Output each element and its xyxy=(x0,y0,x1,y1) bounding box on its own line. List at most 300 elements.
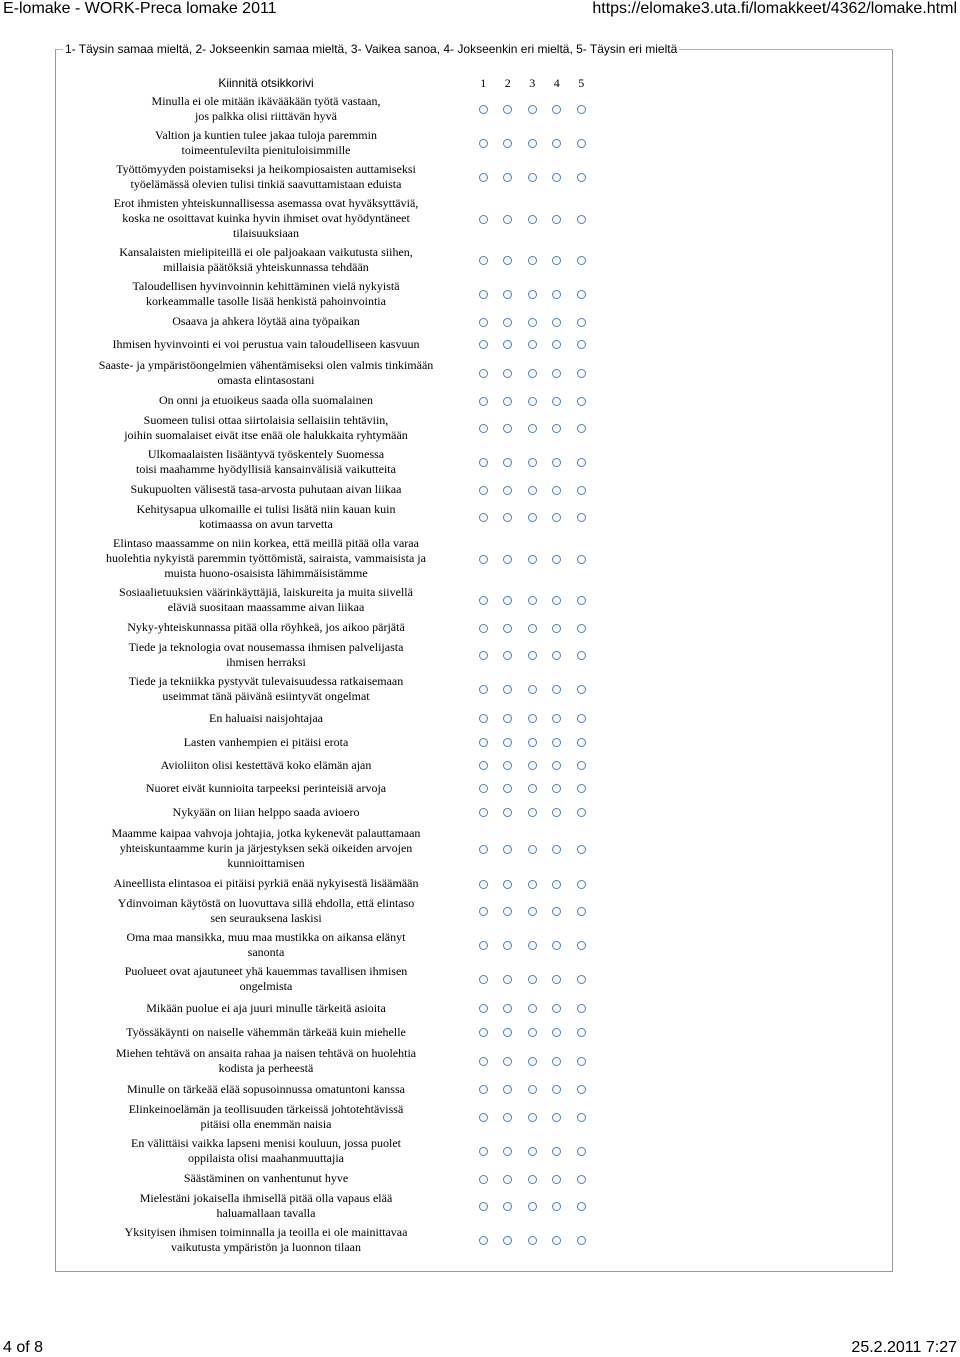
radio-option-4[interactable] xyxy=(552,486,561,495)
statement-text: Yksityisen ihmisen toiminnalla ja teoilla ei ole mainittavaa vaikutusta ympäristön ja luonnon tilaan xyxy=(124,1225,408,1254)
radio-option-5[interactable] xyxy=(577,105,586,114)
radio-option-4[interactable] xyxy=(552,685,561,694)
radio-option-2[interactable] xyxy=(503,651,512,660)
radio-option-1[interactable] xyxy=(479,596,488,605)
radio-option-3[interactable] xyxy=(528,369,537,378)
radio-option-2[interactable] xyxy=(503,808,512,817)
radio-option-1[interactable] xyxy=(479,1057,488,1066)
statement-row xyxy=(61,277,594,311)
radio-option-1[interactable] xyxy=(479,424,488,433)
radio-option-2[interactable] xyxy=(503,1085,512,1094)
radio-option-4[interactable] xyxy=(552,513,561,522)
radio-cell xyxy=(496,356,521,390)
radio-option-2[interactable] xyxy=(503,1202,512,1211)
page-url[interactable]: https://elomake3.uta.fi/lomakkeet/4362/lomake.html xyxy=(592,0,957,17)
radio-option-2[interactable] xyxy=(503,1004,512,1013)
likert-fieldset xyxy=(55,42,893,1272)
radio-cell xyxy=(471,1020,496,1044)
radio-option-3[interactable] xyxy=(528,318,537,327)
radio-option-1[interactable] xyxy=(479,1175,488,1184)
radio-option-2[interactable] xyxy=(503,596,512,605)
radio-option-4[interactable] xyxy=(552,290,561,299)
radio-option-4[interactable] xyxy=(552,1004,561,1013)
radio-cell xyxy=(471,996,496,1020)
radio-option-1[interactable] xyxy=(479,1113,488,1122)
radio-option-3[interactable] xyxy=(528,975,537,984)
radio-option-3[interactable] xyxy=(528,907,537,916)
radio-option-5[interactable] xyxy=(577,340,586,349)
radio-option-3[interactable] xyxy=(528,941,537,950)
radio-option-3[interactable] xyxy=(528,1236,537,1245)
radio-option-2[interactable] xyxy=(503,941,512,950)
radio-option-5[interactable] xyxy=(577,318,586,327)
radio-cell xyxy=(471,277,496,311)
radio-option-1[interactable] xyxy=(479,318,488,327)
radio-option-2[interactable] xyxy=(503,907,512,916)
radio-option-2[interactable] xyxy=(503,139,512,148)
radio-option-4[interactable] xyxy=(552,555,561,564)
radio-option-4[interactable] xyxy=(552,975,561,984)
radio-cell xyxy=(520,873,545,894)
radio-cell xyxy=(520,277,545,311)
radio-option-1[interactable] xyxy=(479,105,488,114)
radio-cell xyxy=(496,873,521,894)
radio-option-4[interactable] xyxy=(552,624,561,633)
radio-option-2[interactable] xyxy=(503,1175,512,1184)
statement-text: Miehen tehtävä on ansaita rahaa ja naisen tehtävä on huolehtia kodista ja perheestä xyxy=(115,1046,417,1075)
radio-option-4[interactable] xyxy=(552,808,561,817)
radio-cell xyxy=(569,1223,594,1257)
radio-option-1[interactable] xyxy=(479,738,488,747)
statement-text: Ydinvoiman käytöstä on luovuttava sillä ehdolla, että elintaso sen seurauksena laskisi xyxy=(117,896,415,925)
statement-row xyxy=(61,1134,594,1168)
radio-option-1[interactable] xyxy=(479,685,488,694)
radio-option-5[interactable] xyxy=(577,651,586,660)
radio-cell xyxy=(496,1134,521,1168)
radio-option-3[interactable] xyxy=(528,458,537,467)
radio-option-5[interactable] xyxy=(577,880,586,889)
statement-text: Tiede ja tekniikka pystyvät tulevaisuudessa ratkaisemaan useimmat tänä päivänä esiintyvät ongelmat xyxy=(128,674,404,703)
radio-cell xyxy=(520,92,545,126)
radio-cell xyxy=(496,706,521,730)
radio-option-2[interactable] xyxy=(503,105,512,114)
radio-cell xyxy=(471,243,496,277)
radio-option-3[interactable] xyxy=(528,397,537,406)
radio-option-1[interactable] xyxy=(479,624,488,633)
radio-option-1[interactable] xyxy=(479,1202,488,1211)
radio-option-3[interactable] xyxy=(528,1057,537,1066)
statement-text: Mielestäni jokaisella ihmisellä pitää olla vapaus elää haluamallaan tavalla xyxy=(139,1191,393,1220)
radio-option-2[interactable] xyxy=(503,761,512,770)
radio-option-5[interactable] xyxy=(577,714,586,723)
radio-option-2[interactable] xyxy=(503,1057,512,1066)
radio-option-4[interactable] xyxy=(552,596,561,605)
statement-text: Nyky-yhteiskunnassa pitää olla röyhkeä, jos aikoo pärjätä xyxy=(127,620,405,634)
radio-option-2[interactable] xyxy=(503,1113,512,1122)
radio-option-4[interactable] xyxy=(552,1113,561,1122)
radio-option-2[interactable] xyxy=(503,458,512,467)
radio-option-1[interactable] xyxy=(479,880,488,889)
radio-cell xyxy=(545,500,570,534)
radio-cell xyxy=(520,617,545,638)
radio-option-5[interactable] xyxy=(577,685,586,694)
radio-option-3[interactable] xyxy=(528,845,537,854)
radio-option-1[interactable] xyxy=(479,513,488,522)
radio-cell xyxy=(471,1078,496,1100)
radio-cell xyxy=(471,672,496,706)
radio-option-1[interactable] xyxy=(479,761,488,770)
page-counter: 4 of 8 xyxy=(3,1339,44,1356)
radio-option-3[interactable] xyxy=(528,105,537,114)
radio-option-4[interactable] xyxy=(552,651,561,660)
radio-option-3[interactable] xyxy=(528,784,537,793)
radio-option-2[interactable] xyxy=(503,369,512,378)
radio-option-5[interactable] xyxy=(577,1147,586,1156)
radio-cell xyxy=(520,800,545,824)
radio-cell xyxy=(496,583,521,617)
radio-cell xyxy=(471,962,496,996)
radio-option-4[interactable] xyxy=(552,340,561,349)
radio-option-5[interactable] xyxy=(577,738,586,747)
radio-option-2[interactable] xyxy=(503,555,512,564)
radio-option-1[interactable] xyxy=(479,941,488,950)
radio-option-5[interactable] xyxy=(577,139,586,148)
radio-option-2[interactable] xyxy=(503,880,512,889)
radio-option-4[interactable] xyxy=(552,215,561,224)
radio-cell xyxy=(496,928,521,962)
statement-text: Tiede ja teknologia ovat nousemassa ihmisen palvelijasta ihmisen herraksi xyxy=(128,640,404,669)
radio-option-1[interactable] xyxy=(479,139,488,148)
radio-option-5[interactable] xyxy=(577,290,586,299)
radio-cell xyxy=(471,1168,496,1189)
radio-cell xyxy=(569,445,594,479)
radio-option-2[interactable] xyxy=(503,290,512,299)
radio-option-3[interactable] xyxy=(528,173,537,182)
radio-option-1[interactable] xyxy=(479,975,488,984)
radio-option-2[interactable] xyxy=(503,318,512,327)
radio-option-3[interactable] xyxy=(528,624,537,633)
radio-option-4[interactable] xyxy=(552,738,561,747)
radio-cell xyxy=(471,356,496,390)
radio-option-4[interactable] xyxy=(552,845,561,854)
radio-option-5[interactable] xyxy=(577,458,586,467)
radio-cell xyxy=(520,356,545,390)
radio-cell xyxy=(520,332,545,356)
radio-option-4[interactable] xyxy=(552,139,561,148)
statement-row xyxy=(61,1223,594,1257)
radio-option-3[interactable] xyxy=(528,513,537,522)
radio-option-5[interactable] xyxy=(577,486,586,495)
radio-cell xyxy=(471,92,496,126)
radio-option-5[interactable] xyxy=(577,1202,586,1211)
radio-option-1[interactable] xyxy=(479,1028,488,1037)
radio-cell xyxy=(569,500,594,534)
statement-row xyxy=(61,332,594,356)
radio-option-1[interactable] xyxy=(479,458,488,467)
scale-label-5: 5 xyxy=(578,76,585,90)
radio-option-3[interactable] xyxy=(528,651,537,660)
pin-header-row-label[interactable]: Kiinnitä otsikkorivi xyxy=(218,76,314,90)
radio-option-5[interactable] xyxy=(577,397,586,406)
statement-text: Säästäminen on vanhentunut hyve xyxy=(183,1171,349,1185)
radio-option-2[interactable] xyxy=(503,1028,512,1037)
radio-cell xyxy=(569,1168,594,1189)
radio-cell xyxy=(471,1044,496,1078)
radio-cell xyxy=(545,1100,570,1134)
radio-cell xyxy=(545,411,570,445)
radio-cell xyxy=(471,126,496,160)
radio-option-3[interactable] xyxy=(528,685,537,694)
header-row xyxy=(61,75,594,92)
radio-option-2[interactable] xyxy=(503,784,512,793)
radio-cell xyxy=(471,706,496,730)
radio-cell xyxy=(569,894,594,928)
radio-option-5[interactable] xyxy=(577,256,586,265)
statement-text: En haluaisi naisjohtajaa xyxy=(209,710,323,725)
statement-row xyxy=(61,617,594,638)
radio-cell xyxy=(569,126,594,160)
radio-option-3[interactable] xyxy=(528,1004,537,1013)
radio-option-3[interactable] xyxy=(528,808,537,817)
radio-cell xyxy=(545,277,570,311)
radio-option-4[interactable] xyxy=(552,714,561,723)
radio-option-1[interactable] xyxy=(479,555,488,564)
radio-option-2[interactable] xyxy=(503,714,512,723)
radio-option-4[interactable] xyxy=(552,761,561,770)
radio-option-5[interactable] xyxy=(577,624,586,633)
radio-option-5[interactable] xyxy=(577,784,586,793)
radio-option-4[interactable] xyxy=(552,1147,561,1156)
radio-option-1[interactable] xyxy=(479,845,488,854)
radio-option-4[interactable] xyxy=(552,318,561,327)
radio-option-3[interactable] xyxy=(528,714,537,723)
scale-label-2: 2 xyxy=(504,76,511,90)
radio-cell xyxy=(471,500,496,534)
radio-option-2[interactable] xyxy=(503,975,512,984)
radio-option-3[interactable] xyxy=(528,256,537,265)
radio-option-2[interactable] xyxy=(503,845,512,854)
radio-option-1[interactable] xyxy=(479,714,488,723)
radio-option-3[interactable] xyxy=(528,1202,537,1211)
radio-cell xyxy=(569,638,594,672)
radio-cell xyxy=(471,730,496,754)
radio-option-3[interactable] xyxy=(528,761,537,770)
radio-option-3[interactable] xyxy=(528,738,537,747)
radio-option-2[interactable] xyxy=(503,215,512,224)
radio-option-5[interactable] xyxy=(577,369,586,378)
radio-cell xyxy=(520,534,545,583)
statement-text: Oma maa mansikka, muu maa mustikka on aikansa elänyt sanonta xyxy=(126,930,406,959)
radio-option-1[interactable] xyxy=(479,1147,488,1156)
radio-option-5[interactable] xyxy=(577,555,586,564)
radio-option-4[interactable] xyxy=(552,458,561,467)
radio-option-4[interactable] xyxy=(552,1028,561,1037)
statement-row xyxy=(61,311,594,332)
statement-row xyxy=(61,996,594,1020)
radio-cell xyxy=(545,1134,570,1168)
radio-cell xyxy=(545,1078,570,1100)
radio-cell xyxy=(545,332,570,356)
radio-option-4[interactable] xyxy=(552,880,561,889)
radio-cell xyxy=(520,583,545,617)
radio-option-5[interactable] xyxy=(577,513,586,522)
radio-option-5[interactable] xyxy=(577,975,586,984)
radio-option-3[interactable] xyxy=(528,486,537,495)
radio-cell xyxy=(520,962,545,996)
radio-option-4[interactable] xyxy=(552,1057,561,1066)
radio-option-4[interactable] xyxy=(552,784,561,793)
radio-cell xyxy=(569,311,594,332)
radio-option-4[interactable] xyxy=(552,256,561,265)
radio-cell xyxy=(569,800,594,824)
radio-option-1[interactable] xyxy=(479,1236,488,1245)
radio-option-4[interactable] xyxy=(552,424,561,433)
radio-option-4[interactable] xyxy=(552,173,561,182)
radio-option-1[interactable] xyxy=(479,397,488,406)
radio-option-3[interactable] xyxy=(528,290,537,299)
radio-cell xyxy=(545,1168,570,1189)
radio-option-4[interactable] xyxy=(552,907,561,916)
radio-option-4[interactable] xyxy=(552,941,561,950)
radio-option-1[interactable] xyxy=(479,808,488,817)
radio-option-5[interactable] xyxy=(577,215,586,224)
statement-row xyxy=(61,194,594,243)
print-header xyxy=(0,0,960,20)
radio-option-1[interactable] xyxy=(479,173,488,182)
radio-option-3[interactable] xyxy=(528,139,537,148)
radio-option-3[interactable] xyxy=(528,1147,537,1156)
statement-text: Sukupuolten välisestä tasa-arvosta puhutaan aivan liikaa xyxy=(130,482,402,496)
radio-option-4[interactable] xyxy=(552,369,561,378)
radio-cell xyxy=(520,1100,545,1134)
radio-option-5[interactable] xyxy=(577,845,586,854)
radio-option-5[interactable] xyxy=(577,1113,586,1122)
radio-option-2[interactable] xyxy=(503,685,512,694)
radio-option-1[interactable] xyxy=(479,256,488,265)
radio-cell xyxy=(520,1168,545,1189)
radio-option-1[interactable] xyxy=(479,651,488,660)
radio-option-5[interactable] xyxy=(577,941,586,950)
radio-option-3[interactable] xyxy=(528,424,537,433)
radio-cell xyxy=(496,479,521,500)
radio-cell xyxy=(569,583,594,617)
radio-option-1[interactable] xyxy=(479,907,488,916)
radio-option-5[interactable] xyxy=(577,1085,586,1094)
radio-option-1[interactable] xyxy=(479,1004,488,1013)
radio-option-2[interactable] xyxy=(503,256,512,265)
radio-option-2[interactable] xyxy=(503,738,512,747)
radio-cell xyxy=(569,996,594,1020)
radio-cell xyxy=(471,332,496,356)
radio-option-4[interactable] xyxy=(552,1085,561,1094)
radio-option-3[interactable] xyxy=(528,1028,537,1037)
radio-option-2[interactable] xyxy=(503,424,512,433)
radio-cell xyxy=(496,824,521,873)
statement-text: Elintaso maassamme on niin korkea, että meillä pitää olla varaa huolehtia nykyistä paremmin työttömistä, sairaista, vammaisista ja muista huono-osaisista lähimmäisistämme xyxy=(106,536,426,580)
radio-option-3[interactable] xyxy=(528,596,537,605)
radio-option-1[interactable] xyxy=(479,340,488,349)
scale-label-4: 4 xyxy=(553,76,560,90)
radio-cell xyxy=(520,824,545,873)
radio-cell xyxy=(496,126,521,160)
radio-option-4[interactable] xyxy=(552,1236,561,1245)
radio-cell xyxy=(545,311,570,332)
radio-option-1[interactable] xyxy=(479,369,488,378)
radio-option-2[interactable] xyxy=(503,173,512,182)
radio-option-5[interactable] xyxy=(577,1236,586,1245)
radio-option-2[interactable] xyxy=(503,397,512,406)
statement-row xyxy=(61,928,594,962)
radio-option-1[interactable] xyxy=(479,784,488,793)
radio-option-4[interactable] xyxy=(552,1175,561,1184)
radio-cell xyxy=(496,390,521,411)
radio-cell xyxy=(545,776,570,800)
radio-option-5[interactable] xyxy=(577,1175,586,1184)
statement-row xyxy=(61,1168,594,1189)
radio-cell xyxy=(545,996,570,1020)
radio-cell xyxy=(496,1044,521,1078)
radio-option-5[interactable] xyxy=(577,596,586,605)
radio-cell xyxy=(520,445,545,479)
radio-option-5[interactable] xyxy=(577,173,586,182)
radio-cell xyxy=(471,776,496,800)
statement-text: Saaste- ja ympäristöongelmien vähentämiseksi olen valmis tinkimään omasta elintasostani xyxy=(98,358,434,387)
radio-option-1[interactable] xyxy=(479,486,488,495)
radio-cell xyxy=(496,754,521,776)
radio-option-3[interactable] xyxy=(528,340,537,349)
radio-option-3[interactable] xyxy=(528,555,537,564)
radio-option-5[interactable] xyxy=(577,1028,586,1037)
statement-row xyxy=(61,824,594,873)
radio-cell xyxy=(545,800,570,824)
radio-cell xyxy=(471,1223,496,1257)
radio-option-2[interactable] xyxy=(503,486,512,495)
radio-option-4[interactable] xyxy=(552,1202,561,1211)
radio-option-5[interactable] xyxy=(577,808,586,817)
radio-option-3[interactable] xyxy=(528,1175,537,1184)
radio-cell xyxy=(496,277,521,311)
print-footer xyxy=(0,1339,960,1357)
radio-option-5[interactable] xyxy=(577,1057,586,1066)
radio-option-3[interactable] xyxy=(528,880,537,889)
radio-option-2[interactable] xyxy=(503,1236,512,1245)
statement-row xyxy=(61,1078,594,1100)
radio-option-3[interactable] xyxy=(528,1113,537,1122)
radio-option-5[interactable] xyxy=(577,1004,586,1013)
radio-option-2[interactable] xyxy=(503,1147,512,1156)
statement-row xyxy=(61,672,594,706)
radio-option-1[interactable] xyxy=(479,215,488,224)
radio-option-4[interactable] xyxy=(552,105,561,114)
radio-option-5[interactable] xyxy=(577,907,586,916)
radio-option-1[interactable] xyxy=(479,1085,488,1094)
radio-cell xyxy=(569,160,594,194)
radio-option-5[interactable] xyxy=(577,761,586,770)
radio-cell xyxy=(520,126,545,160)
radio-option-1[interactable] xyxy=(479,290,488,299)
radio-option-5[interactable] xyxy=(577,424,586,433)
statement-row xyxy=(61,1020,594,1044)
radio-option-2[interactable] xyxy=(503,513,512,522)
radio-cell xyxy=(520,243,545,277)
radio-cell xyxy=(471,160,496,194)
radio-option-2[interactable] xyxy=(503,340,512,349)
radio-option-3[interactable] xyxy=(528,215,537,224)
radio-option-4[interactable] xyxy=(552,397,561,406)
statement-text: Minulla ei ole mitään ikävääkään työtä vastaan, jos palkka olisi riittävän hyvä xyxy=(151,94,381,123)
radio-option-2[interactable] xyxy=(503,624,512,633)
radio-option-3[interactable] xyxy=(528,1085,537,1094)
